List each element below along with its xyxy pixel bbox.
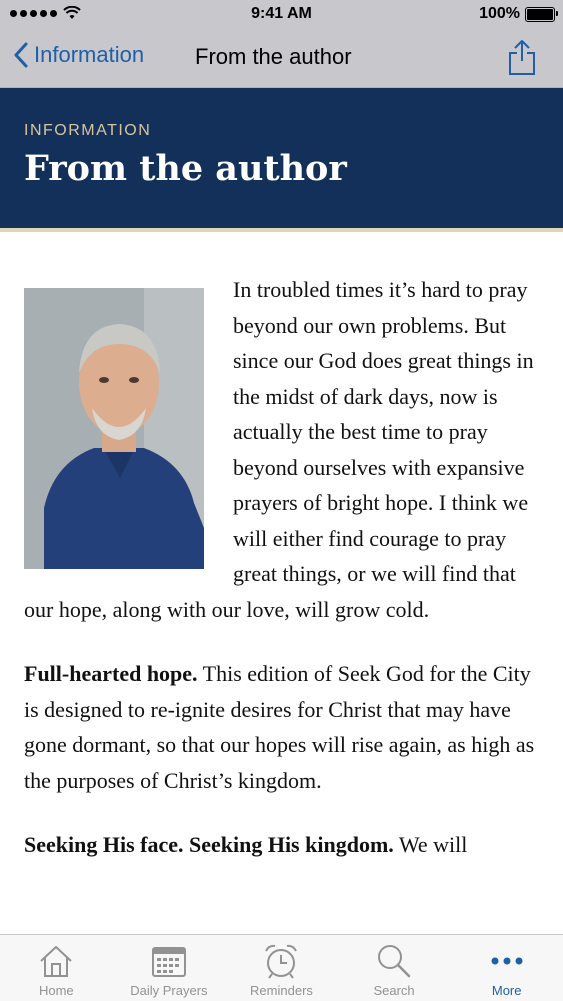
share-button[interactable] <box>505 38 539 76</box>
tab-search[interactable] <box>338 935 451 1001</box>
tab-home[interactable] <box>0 935 113 1001</box>
nav-title: From the author <box>195 44 352 69</box>
chevron-left-icon <box>14 42 28 68</box>
tab-label: More <box>491 983 522 998</box>
article-body <box>24 272 536 934</box>
more-dots-icon <box>489 955 525 967</box>
battery-icon <box>525 7 555 22</box>
paragraph-2-lead: Full-hearted hope. <box>24 661 198 686</box>
tab-bar <box>0 934 563 1001</box>
paragraph-1-text: In troubled times it’s hard to pray beyond our own problems. But since our God does great things in the midst of dark days, now is actually the best time to pray beyond ourselves with expansive prayers of bright hope. I think we will either find courage to pray great things, or we will find that our hope, along with our love, will grow cold. <box>24 277 534 622</box>
paragraph-3-text: We will <box>393 832 468 857</box>
navigation-bar <box>0 30 563 88</box>
section-eyebrow: INFORMATION <box>24 122 152 139</box>
article-paragraph <box>24 272 536 627</box>
share-icon <box>505 38 539 76</box>
house-icon <box>38 944 74 978</box>
header-divider <box>0 228 563 232</box>
back-button[interactable] <box>14 42 144 68</box>
paragraph-2-text: This edition of Seek God for the City is designed to re-ignite desires for Christ that may have gone dormant, so that our hopes will rise again, as high as the purposes of Christ’s kingdom. <box>24 661 535 793</box>
calendar-icon <box>151 944 187 978</box>
magnifier-icon <box>376 943 412 979</box>
back-button-label: Information <box>34 42 145 67</box>
battery-indicator <box>479 5 555 23</box>
tab-more[interactable] <box>450 935 563 1001</box>
tab-label: Reminders <box>250 983 313 998</box>
battery-percent: 100% <box>479 5 520 22</box>
paragraph-3-lead: Seeking His face. Seeking His kingdom. <box>24 832 394 857</box>
tab-label: Home <box>38 983 74 998</box>
article-paragraph <box>24 827 536 863</box>
status-time: 9:41 AM <box>251 5 312 22</box>
author-photo <box>24 288 204 569</box>
status-bar <box>0 0 563 30</box>
tab-daily-prayers[interactable] <box>113 935 226 1001</box>
tab-reminders[interactable] <box>225 935 338 1001</box>
page-header-banner <box>0 88 563 228</box>
tab-label: Daily Prayers <box>130 983 208 998</box>
article-paragraph <box>24 656 536 798</box>
page-title: From the author <box>24 148 347 189</box>
alarm-clock-icon <box>263 943 299 979</box>
tab-label: Search <box>373 983 415 998</box>
